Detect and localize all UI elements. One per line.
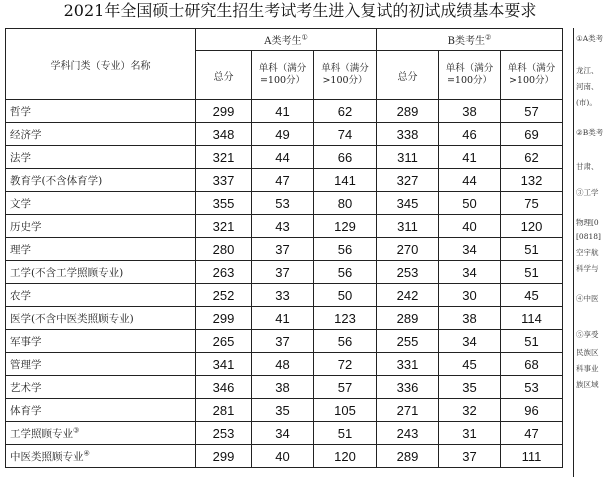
note-fragment: ⑤享受: [576, 330, 599, 339]
a-total-cell: 263: [196, 261, 252, 284]
b-single-gt100-cell: 111: [501, 445, 563, 468]
a-single100-cell: 47: [252, 169, 314, 192]
b-single-gt100-cell: 51: [501, 330, 563, 353]
subject-note-mark: ④: [83, 449, 90, 457]
group-b-label: B类考生: [447, 36, 486, 47]
b-single100-cell: 41: [439, 146, 501, 169]
table-row: [6, 215, 563, 238]
subject-name-cell: [6, 353, 196, 376]
subject-name: 中医类照顾专业: [10, 450, 84, 463]
group-a-label: A类考生: [264, 36, 302, 47]
note-fragment: 物理[0: [576, 218, 599, 227]
table-row: [6, 146, 563, 169]
a-single100-cell: 49: [252, 123, 314, 146]
a-single-gt100-cell: 56: [314, 261, 377, 284]
subject-name: 经济学: [10, 128, 42, 141]
a-single-gt100-cell: 56: [314, 238, 377, 261]
a-total-cell: 321: [196, 215, 252, 238]
a-single-gt100-cell: 56: [314, 330, 377, 353]
b-single100-cell: 31: [439, 422, 501, 445]
table-row: [6, 353, 563, 376]
b-total-cell: 253: [377, 261, 439, 284]
a-total-cell: 299: [196, 307, 252, 330]
b-total-cell: 331: [377, 353, 439, 376]
a-single-gt100-cell: 57: [314, 376, 377, 399]
subject-name-cell: [6, 330, 196, 353]
note-fragment: 科学与: [576, 264, 599, 273]
note-fragment: 龙江、: [576, 66, 599, 75]
b-single100-header: 单科（满分=100分）: [439, 51, 501, 100]
b-total-cell: 338: [377, 123, 439, 146]
note-fragment: [0818]: [576, 232, 601, 241]
note-fragment: 河南、: [576, 82, 599, 91]
table-row: [6, 284, 563, 307]
a-total-cell: 348: [196, 123, 252, 146]
a-total-cell: 280: [196, 238, 252, 261]
b-single-gt100-cell: 45: [501, 284, 563, 307]
note-fragment: ①A类考: [576, 34, 603, 43]
b-total-cell: 289: [377, 100, 439, 123]
b-single100-cell: 32: [439, 399, 501, 422]
b-single-gt100-cell: 69: [501, 123, 563, 146]
table-row: [6, 261, 563, 284]
a-total-cell: 321: [196, 146, 252, 169]
subject-name: 理学: [10, 243, 31, 256]
subject-name: 医学(不含中医类照顾专业): [10, 312, 134, 325]
subject-name: 哲学: [10, 105, 31, 118]
a-single-gt100-cell: 120: [314, 445, 377, 468]
a-single100-cell: 35: [252, 399, 314, 422]
table-row: [6, 100, 563, 123]
b-single-gt100-cell: 51: [501, 238, 563, 261]
a-total-cell: 253: [196, 422, 252, 445]
b-single100-cell: 30: [439, 284, 501, 307]
note-fragment: 科事业: [576, 364, 599, 373]
b-single100-cell: 37: [439, 445, 501, 468]
a-total-cell: 299: [196, 445, 252, 468]
a-single100-cell: 40: [252, 445, 314, 468]
a-single-gt100-cell: 105: [314, 399, 377, 422]
a-single100-cell: 44: [252, 146, 314, 169]
subject-name: 农学: [10, 289, 31, 302]
subject-name-cell: [6, 399, 196, 422]
b-total-cell: 255: [377, 330, 439, 353]
b-total-cell: 311: [377, 215, 439, 238]
a-single-gt100-cell: 66: [314, 146, 377, 169]
subject-name-cell: [6, 376, 196, 399]
b-single100-cell: 34: [439, 238, 501, 261]
b-single-gt100-cell: 62: [501, 146, 563, 169]
note-fragment: ③工学: [576, 188, 599, 197]
note-fragment: 甘肃、: [576, 162, 599, 171]
b-total-cell: 327: [377, 169, 439, 192]
subject-name-cell: [6, 261, 196, 284]
b-total-cell: 271: [377, 399, 439, 422]
a-single100-cell: 37: [252, 238, 314, 261]
category-header: 学科门类（专业）名称: [6, 29, 196, 100]
a-single-gt100-cell: 72: [314, 353, 377, 376]
b-single-gt100-cell: 53: [501, 376, 563, 399]
subject-name: 工学(不含工学照顾专业): [10, 266, 124, 279]
a-single100-cell: 34: [252, 422, 314, 445]
score-table: [5, 28, 563, 468]
b-single-gt100-cell: 47: [501, 422, 563, 445]
note-fragment: (市)。: [576, 98, 597, 107]
a-total-cell: 355: [196, 192, 252, 215]
b-total-cell: 289: [377, 445, 439, 468]
b-single100-cell: 34: [439, 261, 501, 284]
group-a-header: [196, 29, 377, 51]
b-single-gt100-cell: 114: [501, 307, 563, 330]
b-single-gt100-cell: 51: [501, 261, 563, 284]
table-row: [6, 445, 563, 468]
b-total-header: 总分: [377, 51, 439, 100]
b-total-cell: 311: [377, 146, 439, 169]
b-total-cell: 345: [377, 192, 439, 215]
subject-name: 体育学: [10, 404, 42, 417]
subject-name-cell: [6, 192, 196, 215]
a-single100-cell: 43: [252, 215, 314, 238]
note-fragment: 空宇航: [576, 248, 599, 257]
subject-name-cell: [6, 215, 196, 238]
group-b-mark: ②: [485, 33, 492, 42]
a-total-cell: 337: [196, 169, 252, 192]
b-single-gt100-cell: 57: [501, 100, 563, 123]
b-single100-cell: 38: [439, 307, 501, 330]
note-fragment: 族区域: [576, 380, 599, 389]
subject-name: 法学: [10, 151, 31, 164]
a-single100-cell: 41: [252, 307, 314, 330]
subject-name: 管理学: [10, 358, 42, 371]
subject-name: 艺术学: [10, 381, 42, 394]
note-fragment: ④中医: [576, 294, 599, 303]
b-single-gt100-cell: 68: [501, 353, 563, 376]
a-single100-header: 单科（满分=100分）: [252, 51, 314, 100]
page-title: 2021年全国硕士研究生招生考试考生进入复试的初试成绩基本要求: [63, 1, 537, 20]
table-row: [6, 169, 563, 192]
b-total-cell: 270: [377, 238, 439, 261]
subject-name: 教育学(不含体育学): [10, 174, 103, 187]
a-single-gt100-cell: 62: [314, 100, 377, 123]
a-single100-cell: 37: [252, 261, 314, 284]
a-single100-cell: 48: [252, 353, 314, 376]
a-single-gt100-cell: 129: [314, 215, 377, 238]
a-single-gt100-cell: 80: [314, 192, 377, 215]
a-single-gt100-cell: 51: [314, 422, 377, 445]
a-total-cell: 252: [196, 284, 252, 307]
b-single-gt100-cell: 132: [501, 169, 563, 192]
table-row: [6, 238, 563, 261]
a-total-cell: 265: [196, 330, 252, 353]
b-single-gt100-header: 单科（满分>100分）: [501, 51, 563, 100]
a-total-cell: 346: [196, 376, 252, 399]
subject-name: 文学: [10, 197, 31, 210]
b-total-cell: 336: [377, 376, 439, 399]
a-single-gt100-cell: 50: [314, 284, 377, 307]
subject-note-mark: ③: [73, 426, 80, 434]
a-single100-cell: 38: [252, 376, 314, 399]
b-single100-cell: 38: [439, 100, 501, 123]
group-b-header: [377, 29, 563, 51]
subject-name: 军事学: [10, 335, 42, 348]
note-fragment: ②B类考: [576, 128, 603, 137]
a-total-cell: 281: [196, 399, 252, 422]
b-single100-cell: 45: [439, 353, 501, 376]
subject-name-cell: [6, 169, 196, 192]
table-row: [6, 376, 563, 399]
subject-name-cell: [6, 445, 196, 468]
a-total-cell: 341: [196, 353, 252, 376]
table-row: [6, 399, 563, 422]
b-total-cell: 289: [377, 307, 439, 330]
table-row: [6, 123, 563, 146]
b-total-cell: 242: [377, 284, 439, 307]
group-a-mark: ①: [301, 33, 308, 42]
subject-name-cell: [6, 307, 196, 330]
b-total-cell: 243: [377, 422, 439, 445]
subject-name-cell: [6, 146, 196, 169]
a-single100-cell: 53: [252, 192, 314, 215]
b-single-gt100-cell: 96: [501, 399, 563, 422]
b-single100-cell: 46: [439, 123, 501, 146]
a-total-cell: 299: [196, 100, 252, 123]
b-single100-cell: 44: [439, 169, 501, 192]
table-row: [6, 330, 563, 353]
subject-name-cell: [6, 422, 196, 445]
subject-name: 工学照顾专业: [10, 427, 73, 440]
subject-name-cell: [6, 238, 196, 261]
b-single-gt100-cell: 75: [501, 192, 563, 215]
note-fragment: 民族区: [576, 348, 599, 357]
table-row: [6, 192, 563, 215]
notes-column: [573, 28, 601, 477]
table-row: [6, 307, 563, 330]
a-total-header: 总分: [196, 51, 252, 100]
subject-name-cell: [6, 123, 196, 146]
a-single100-cell: 33: [252, 284, 314, 307]
b-single100-cell: 34: [439, 330, 501, 353]
table-row: [6, 422, 563, 445]
b-single100-cell: 50: [439, 192, 501, 215]
a-single-gt100-cell: 74: [314, 123, 377, 146]
subject-name-cell: [6, 100, 196, 123]
a-single-gt100-header: 单科（满分>100分）: [314, 51, 377, 100]
a-single-gt100-cell: 141: [314, 169, 377, 192]
b-single100-cell: 35: [439, 376, 501, 399]
subject-name: 历史学: [10, 220, 42, 233]
b-single-gt100-cell: 120: [501, 215, 563, 238]
a-single100-cell: 41: [252, 100, 314, 123]
a-single-gt100-cell: 123: [314, 307, 377, 330]
a-single100-cell: 37: [252, 330, 314, 353]
subject-name-cell: [6, 284, 196, 307]
b-single100-cell: 40: [439, 215, 501, 238]
